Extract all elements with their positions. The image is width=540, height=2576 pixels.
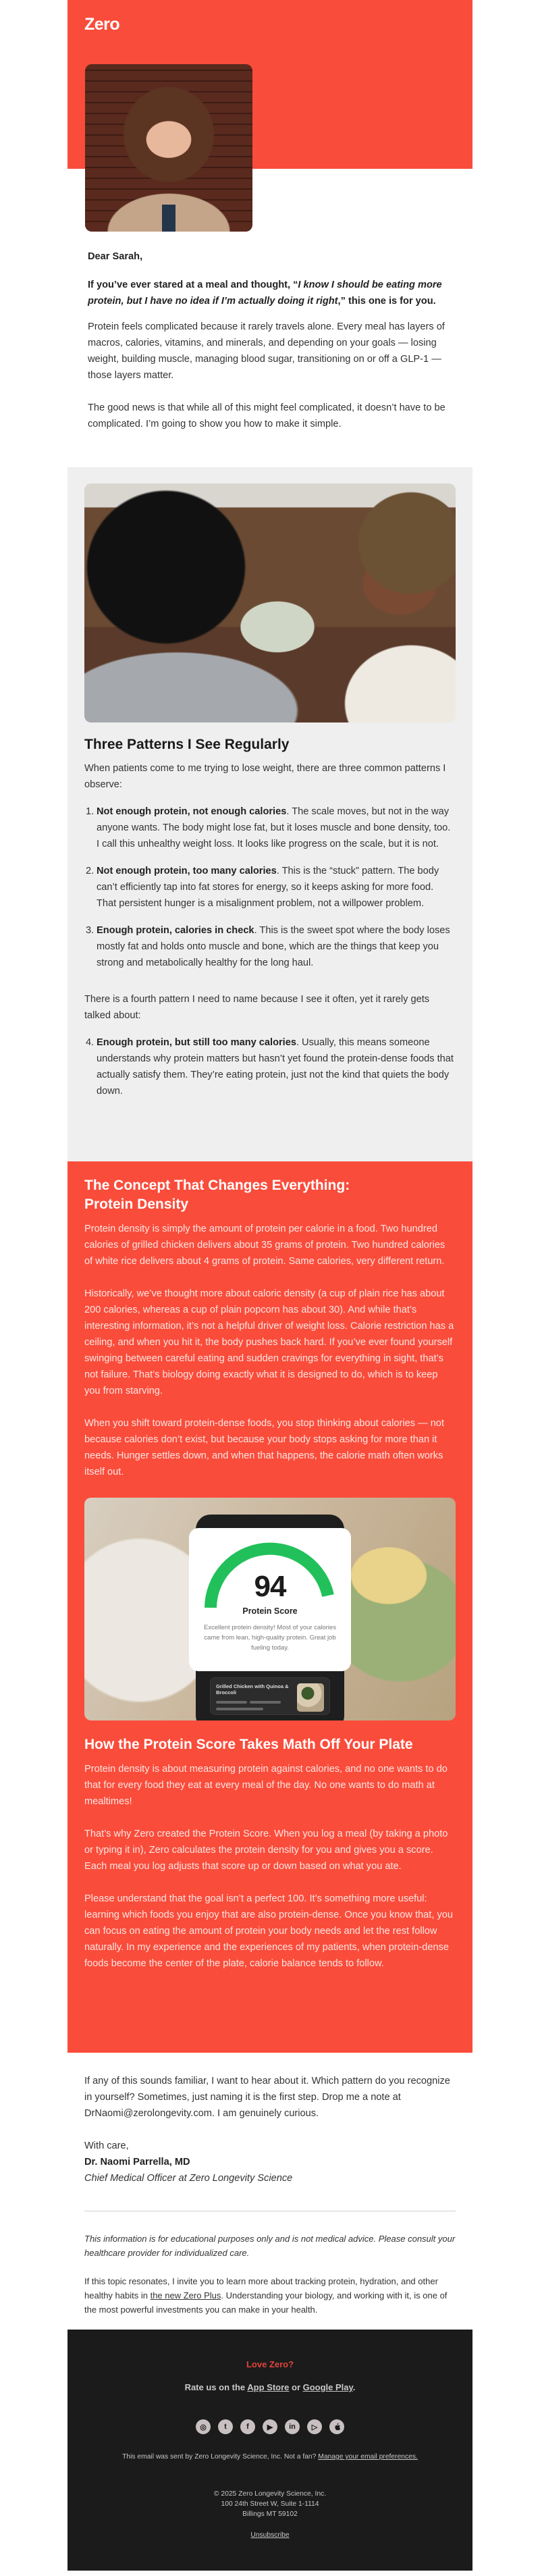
- apple-glyph-icon: [333, 2423, 341, 2431]
- protein-score-card: [189, 1528, 351, 1671]
- lead-prefix: If you’ve ever stared at a meal and thought, “: [88, 280, 298, 290]
- email-footer: [68, 2330, 473, 2571]
- google-play-link[interactable]: Google Play: [302, 2382, 353, 2392]
- pattern-item: 3. Enough protein, calories in check. This is the sweet spot where the body loses mostly fat and holds onto muscle and bone, which are the things that keep you strong and metabolically healthy for the long haul.: [86, 925, 450, 968]
- closing-paragraph: If any of this sounds familiar, I want to hear about it. Which pattern do you recognize in yourself? Sometimes, just naming it is the first step. Drop me a note at DrNaomi@zerolongevity.com. I am genuinely curious.: [84, 2076, 450, 2119]
- score-label: Protein Score: [242, 1606, 298, 1616]
- sent-by-text: This email was sent by Zero Longevity Science, Inc. Not a fan? Manage your email preferences.: [122, 2453, 418, 2461]
- email-container: [68, 0, 473, 2539]
- placeholder-bar: [216, 1701, 247, 1704]
- copyright: © 2025 Zero Longevity Science, Inc.: [213, 2490, 327, 2498]
- score-paragraph-3: Please understand that the goal isn’t a perfect 100. It’s something more useful: learning which foods you enjoy that are also protein-dense. Once you know that, you can focus on eating the amount of protein your body needs and let the rest follow naturally. In my experience and the experiences of my patients, when protein-dense foods become the center of the plate, calorie balance tends to follow.: [84, 1893, 453, 1969]
- placeholder-bar: [216, 1708, 263, 1710]
- pattern-item: 1. Not enough protein, not enough calories. The scale moves, but not in the way anyone wants. The body might lose fat, but it loses muscle and bone density, too. I call this unhealthy weight loss. It looks like progress on the scale, but it is not.: [86, 806, 451, 849]
- social-links: [68, 2419, 473, 2434]
- manage-preferences-link[interactable]: Manage your email preferences.: [318, 2453, 418, 2461]
- concept-paragraph-1: Protein density is simply the amount of protein per calorie in a food. Two hundred calories of grilled chicken delivers about 35 grams of protein. Two hundred calories of white rice delivers about 4 grams of protein. Same calories, very different return.: [84, 1224, 446, 1267]
- instagram-icon[interactable]: ◎: [196, 2419, 211, 2434]
- email-header: [68, 0, 473, 232]
- signature-title: Chief Medical Officer at Zero Longevity Science: [84, 2173, 293, 2184]
- company-address: [68, 2489, 473, 2519]
- greeting: Dear Sarah,: [88, 251, 143, 262]
- couple-sharing-salad-photo: [84, 483, 456, 722]
- concept-paragraph-3: When you shift toward protein-dense foods, you stop thinking about calories — not because calories don’t exist, but because your body stops asking for more than it needs. Hunger settles down, and when that happens, the calorie math often works itself out.: [84, 1418, 444, 1477]
- patterns-section: [68, 467, 473, 1161]
- score-paragraph-1: Protein density is about measuring protein against calories, and no one wants to do that for every food they eat at every meal of the day. No one wants to do math at mealtimes!: [84, 1764, 448, 1807]
- concept-paragraph-2: Historically, we’ve thought more about caloric density (a cup of plain rice has about 200 calories, whereas a cup of plain popcorn has about 30). And while that’s interesting information, it’s not a helpful driver of weight loss. Calorie restriction has a ceiling, and when you hit it, the body pushes back hard. If you’ve ever found yourself swinging between careful eating and sudden cravings for everything in sight, that’s not failure. That’s biology doing exactly what it is designed to do, which is to keep you from starving.: [84, 1288, 454, 1396]
- protein-density-section: [68, 1161, 473, 2053]
- intro-section: [68, 251, 473, 432]
- pattern-item: 2. Not enough protein, too many calories. This is the “stuck” pattern. The body can’t efficiently tap into fat stores for energy, so it keeps asking for more food. That persistent hunger is a misalignment problem, not a willpower problem.: [86, 866, 439, 909]
- zero-plus-cta: If this topic resonates, I invite you to learn more about tracking protein, hydration, and other healthy habits in the new Zero Plus. Understanding your biology, and working with it, is one of the most powerful investments you can make in your health.: [84, 2276, 448, 2315]
- intro-paragraph-1: Protein feels complicated because it rarely travels alone. Every meal has layers of macros, calories, vitamins, and minerals, and depending on your goals — losing weight, building muscle, managing blood sugar, transitioning on or off a GLP-1 — those layers matter.: [88, 321, 445, 381]
- score-value: 94: [254, 1570, 286, 1603]
- closing-section: [68, 2053, 473, 2317]
- pattern-item: 4. Enough protein, but still too many calories. Usually, this means someone understands why protein matters but hasn’t yet found the protein-dense foods that actually satisfy them. They’re eating protein, just not the kind that quiets the body down.: [86, 1037, 454, 1097]
- google-play-icon[interactable]: ▷: [307, 2419, 322, 2434]
- facebook-icon[interactable]: f: [240, 2419, 255, 2434]
- youtube-icon[interactable]: ▶: [263, 2419, 277, 2434]
- signoff: With care,: [84, 2140, 129, 2151]
- score-section-title: How the Protein Score Takes Math Off Your Plate: [84, 1737, 413, 1752]
- lead-suffix: ,” this one is for you.: [338, 296, 436, 307]
- zero-logo[interactable]: Zero: [84, 15, 120, 34]
- score-description: Excellent protein density! Most of your calories came from lean, high-quality protein. Great job fueling today.: [204, 1624, 336, 1652]
- apple-icon[interactable]: [329, 2419, 344, 2434]
- fourth-pattern-intro: There is a fourth pattern I need to name because I see it often, yet it rarely gets talked about:: [84, 994, 430, 1021]
- patterns-intro: When patients come to me trying to lose weight, there are three common patterns I observe:: [84, 763, 446, 790]
- placeholder-bar: [250, 1701, 281, 1704]
- twitter-icon[interactable]: t: [218, 2419, 233, 2434]
- unsubscribe-link[interactable]: Unsubscribe: [250, 2531, 290, 2539]
- rate-us-text: Rate us on the App Store or Google Play.: [184, 2382, 356, 2392]
- unsubscribe-container: [68, 2531, 473, 2539]
- meal-thumbnail: [297, 1683, 324, 1712]
- love-zero-heading: Love Zero?: [246, 2359, 294, 2369]
- signature-name: Dr. Naomi Parrella, MD: [84, 2157, 190, 2167]
- protein-score-app-mockup: [84, 1498, 456, 1720]
- concept-title: The Concept That Changes Everything: Protein Density: [84, 1178, 350, 1212]
- app-store-link[interactable]: App Store: [247, 2382, 290, 2392]
- lead-paragraph: [88, 277, 452, 309]
- medical-disclaimer: This information is for educational purposes only and is not medical advice. Please consult your healthcare provider for individualized care.: [84, 2234, 456, 2258]
- author-portrait: [85, 64, 252, 232]
- address-line-2: Billings MT 59102: [242, 2511, 298, 2518]
- meal-card: Grilled Chicken with Quinoa & Broccoli: [210, 1677, 330, 1715]
- score-paragraph-2: That’s why Zero created the Protein Score. When you log a meal (by taking a photo or typing it in), Zero calculates the protein density for you and gives you a score. Each meal you log adjusts that score up or down based on what you ate.: [84, 1829, 448, 1872]
- patterns-title: Three Patterns I See Regularly: [84, 737, 290, 752]
- address-line-1: 100 24th Street W, Suite 1-1114: [221, 2500, 319, 2508]
- intro-paragraph-2: The good news is that while all of this might feel complicated, it doesn’t have to be complicated. I’m going to show you how to make it simple.: [88, 402, 446, 429]
- fourth-pattern-list: [84, 1034, 456, 1099]
- patterns-list: [84, 804, 456, 971]
- portrait-detail: [162, 205, 176, 232]
- linkedin-icon[interactable]: in: [285, 2419, 300, 2434]
- zero-plus-link[interactable]: the new Zero Plus: [150, 2290, 221, 2301]
- lead-quote: I know I should be eating more protein, but I have no idea if I’m actually doing it right: [88, 280, 442, 307]
